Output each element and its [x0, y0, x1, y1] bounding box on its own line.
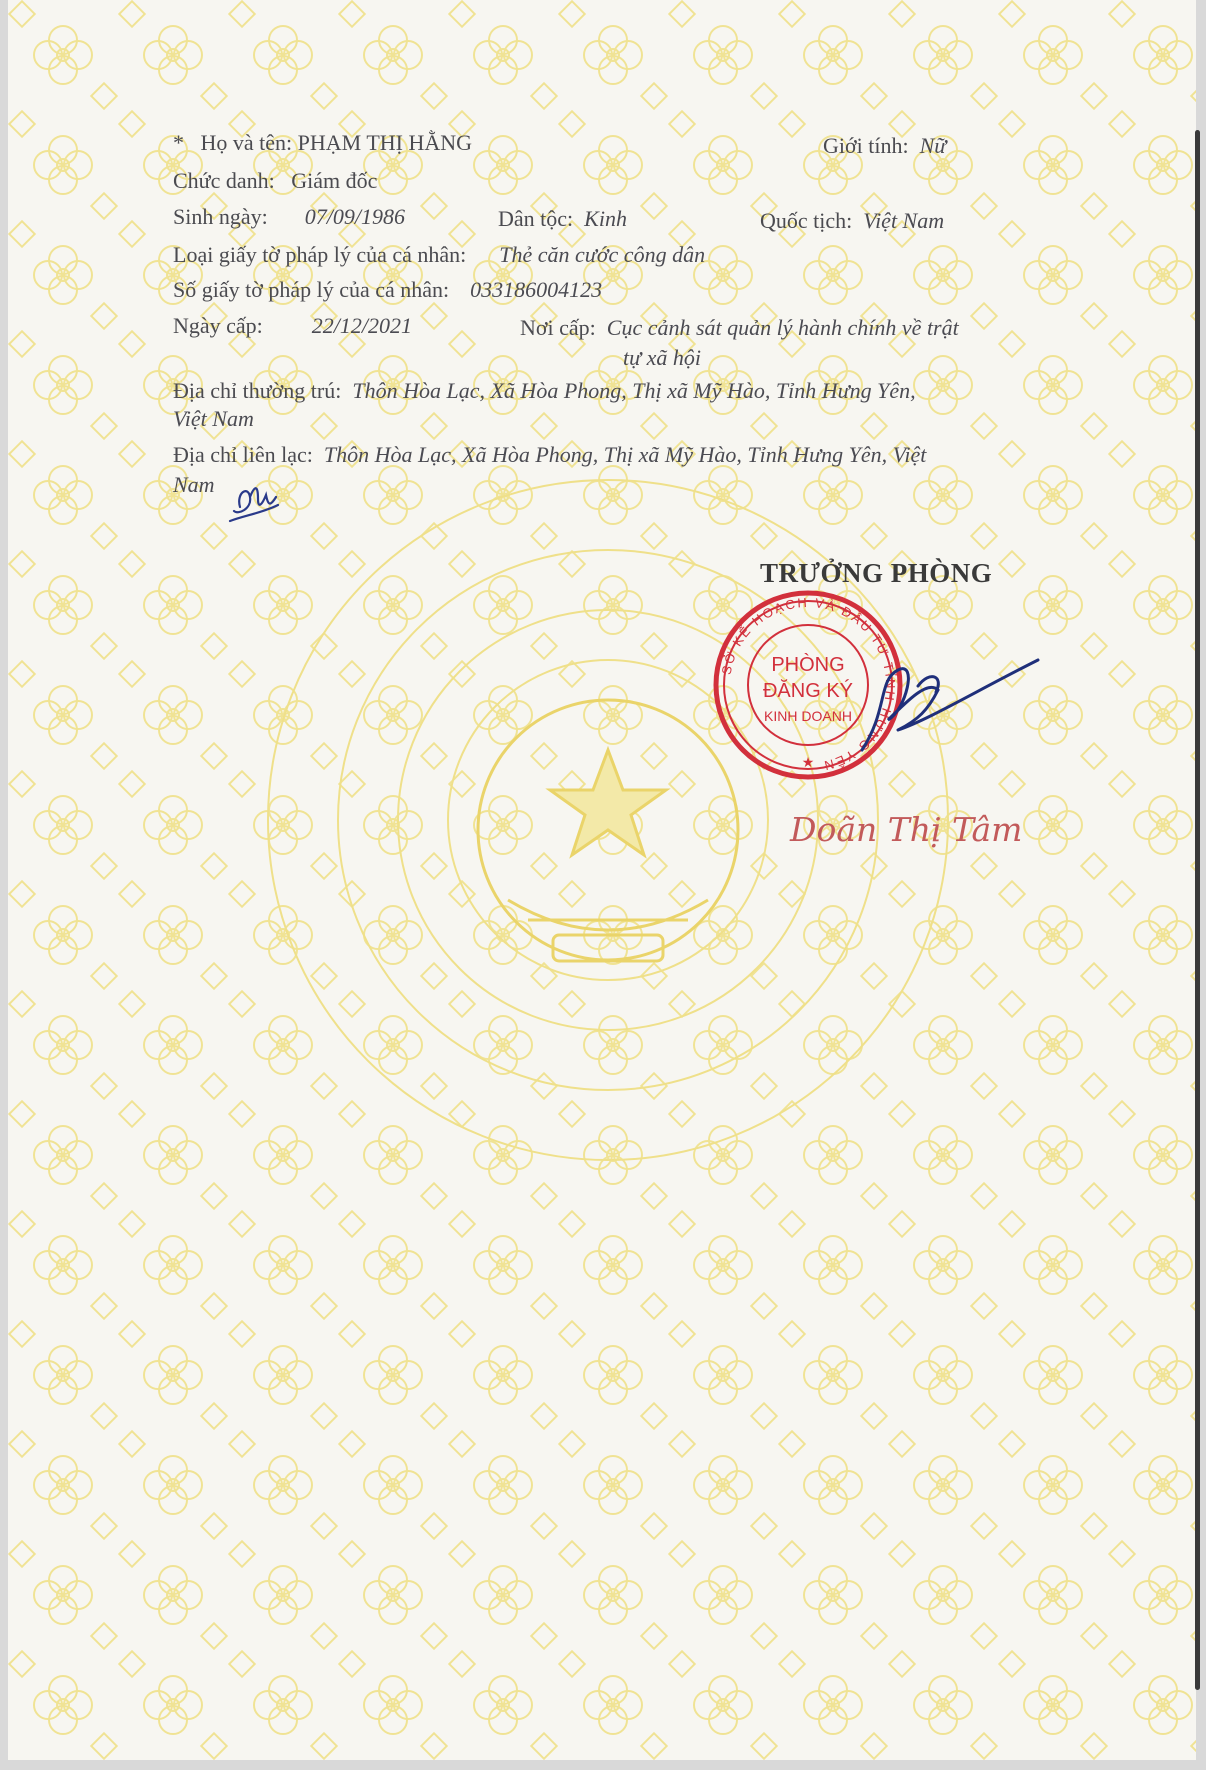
issue-place-row	[520, 315, 959, 341]
contact-addr-label: Địa chỉ liên lạc:	[173, 442, 313, 467]
perm-addr-value: Thôn Hòa Lạc, Xã Hòa Phong, Thị xã Mỹ Hào, Tỉnh Hưng Yên,	[352, 378, 916, 403]
svg-text:★: ★	[801, 756, 815, 771]
issue-place-value: Cục cảnh sát quản lý hành chính về trật	[606, 315, 959, 340]
seal-line2: ĐĂNG KÝ	[762, 680, 854, 702]
ethnic-label: Dân tộc:	[498, 206, 574, 231]
perm-addr-value-cont: Việt Nam	[173, 406, 254, 431]
title-row	[173, 168, 377, 194]
issue-date-label: Ngày cấp:	[173, 313, 263, 338]
title-label: Chức danh:	[173, 168, 275, 193]
seal-line1: PHÒNG	[771, 654, 845, 676]
nationality-label: Quốc tịch:	[760, 208, 853, 233]
position-title: TRƯỞNG PHÒNG	[760, 558, 993, 588]
issue-date-row	[173, 313, 412, 339]
scrollbar[interactable]	[1195, 130, 1200, 1690]
idtype-row	[173, 242, 705, 268]
perm-addr-row	[173, 378, 916, 404]
idtype-label: Loại giấy tờ pháp lý của cá nhân:	[173, 242, 467, 267]
name-row	[173, 130, 472, 156]
seal-line3: KINH DOANH	[764, 708, 852, 724]
nationality-row	[760, 208, 944, 234]
name-label: Họ và tên:	[200, 130, 293, 155]
signer-name: Doãn Thị Tâm	[790, 810, 1023, 849]
dob-label: Sinh ngày:	[173, 204, 268, 229]
issue-place-row-cont	[623, 345, 701, 371]
nationality-value: Việt Nam	[863, 208, 945, 233]
idtype-value: Thẻ căn cước công dân	[499, 242, 706, 267]
document-page	[8, 0, 1196, 1760]
title-value: Giám đốc	[291, 168, 378, 193]
dob-row	[173, 204, 405, 230]
contact-addr-row	[173, 442, 926, 468]
name-value: PHẠM THỊ HẰNG	[297, 130, 473, 155]
idno-label: Số giấy tờ pháp lý của cá nhân:	[173, 277, 450, 302]
document-content	[8, 0, 1196, 1760]
seal-ring-text: SỞ KẾ HOẠCH VÀ ĐẦU TƯ TỈNH HƯNG YÊN	[718, 594, 899, 774]
issue-place-label: Nơi cấp:	[520, 315, 596, 340]
official-signature-icon	[858, 640, 1048, 760]
ethnic-value: Kinh	[584, 206, 627, 231]
idno-row	[173, 277, 602, 303]
issue-place-value-cont: tự xã hội	[623, 345, 701, 370]
bullet-mark: *	[173, 130, 184, 155]
idno-value: 033186004123	[470, 277, 603, 302]
contact-addr-value: Thôn Hòa Lạc, Xã Hòa Phong, Thị xã Mỹ Hào, Tỉnh Hưng Yên, Việt	[323, 442, 927, 467]
issue-date-value: 22/12/2021	[311, 313, 413, 338]
ethnic-row	[498, 206, 627, 232]
initial-signature-icon	[226, 475, 286, 525]
gender-value: Nữ	[919, 133, 947, 158]
perm-addr-label: Địa chỉ thường trú:	[173, 378, 342, 403]
perm-addr-row-cont	[173, 406, 254, 432]
contact-addr-row-cont	[173, 472, 215, 498]
gender-label: Giới tính:	[823, 133, 909, 158]
gender-row	[823, 133, 946, 159]
dob-value: 07/09/1986	[304, 204, 405, 229]
contact-addr-value-cont: Nam	[173, 472, 215, 497]
